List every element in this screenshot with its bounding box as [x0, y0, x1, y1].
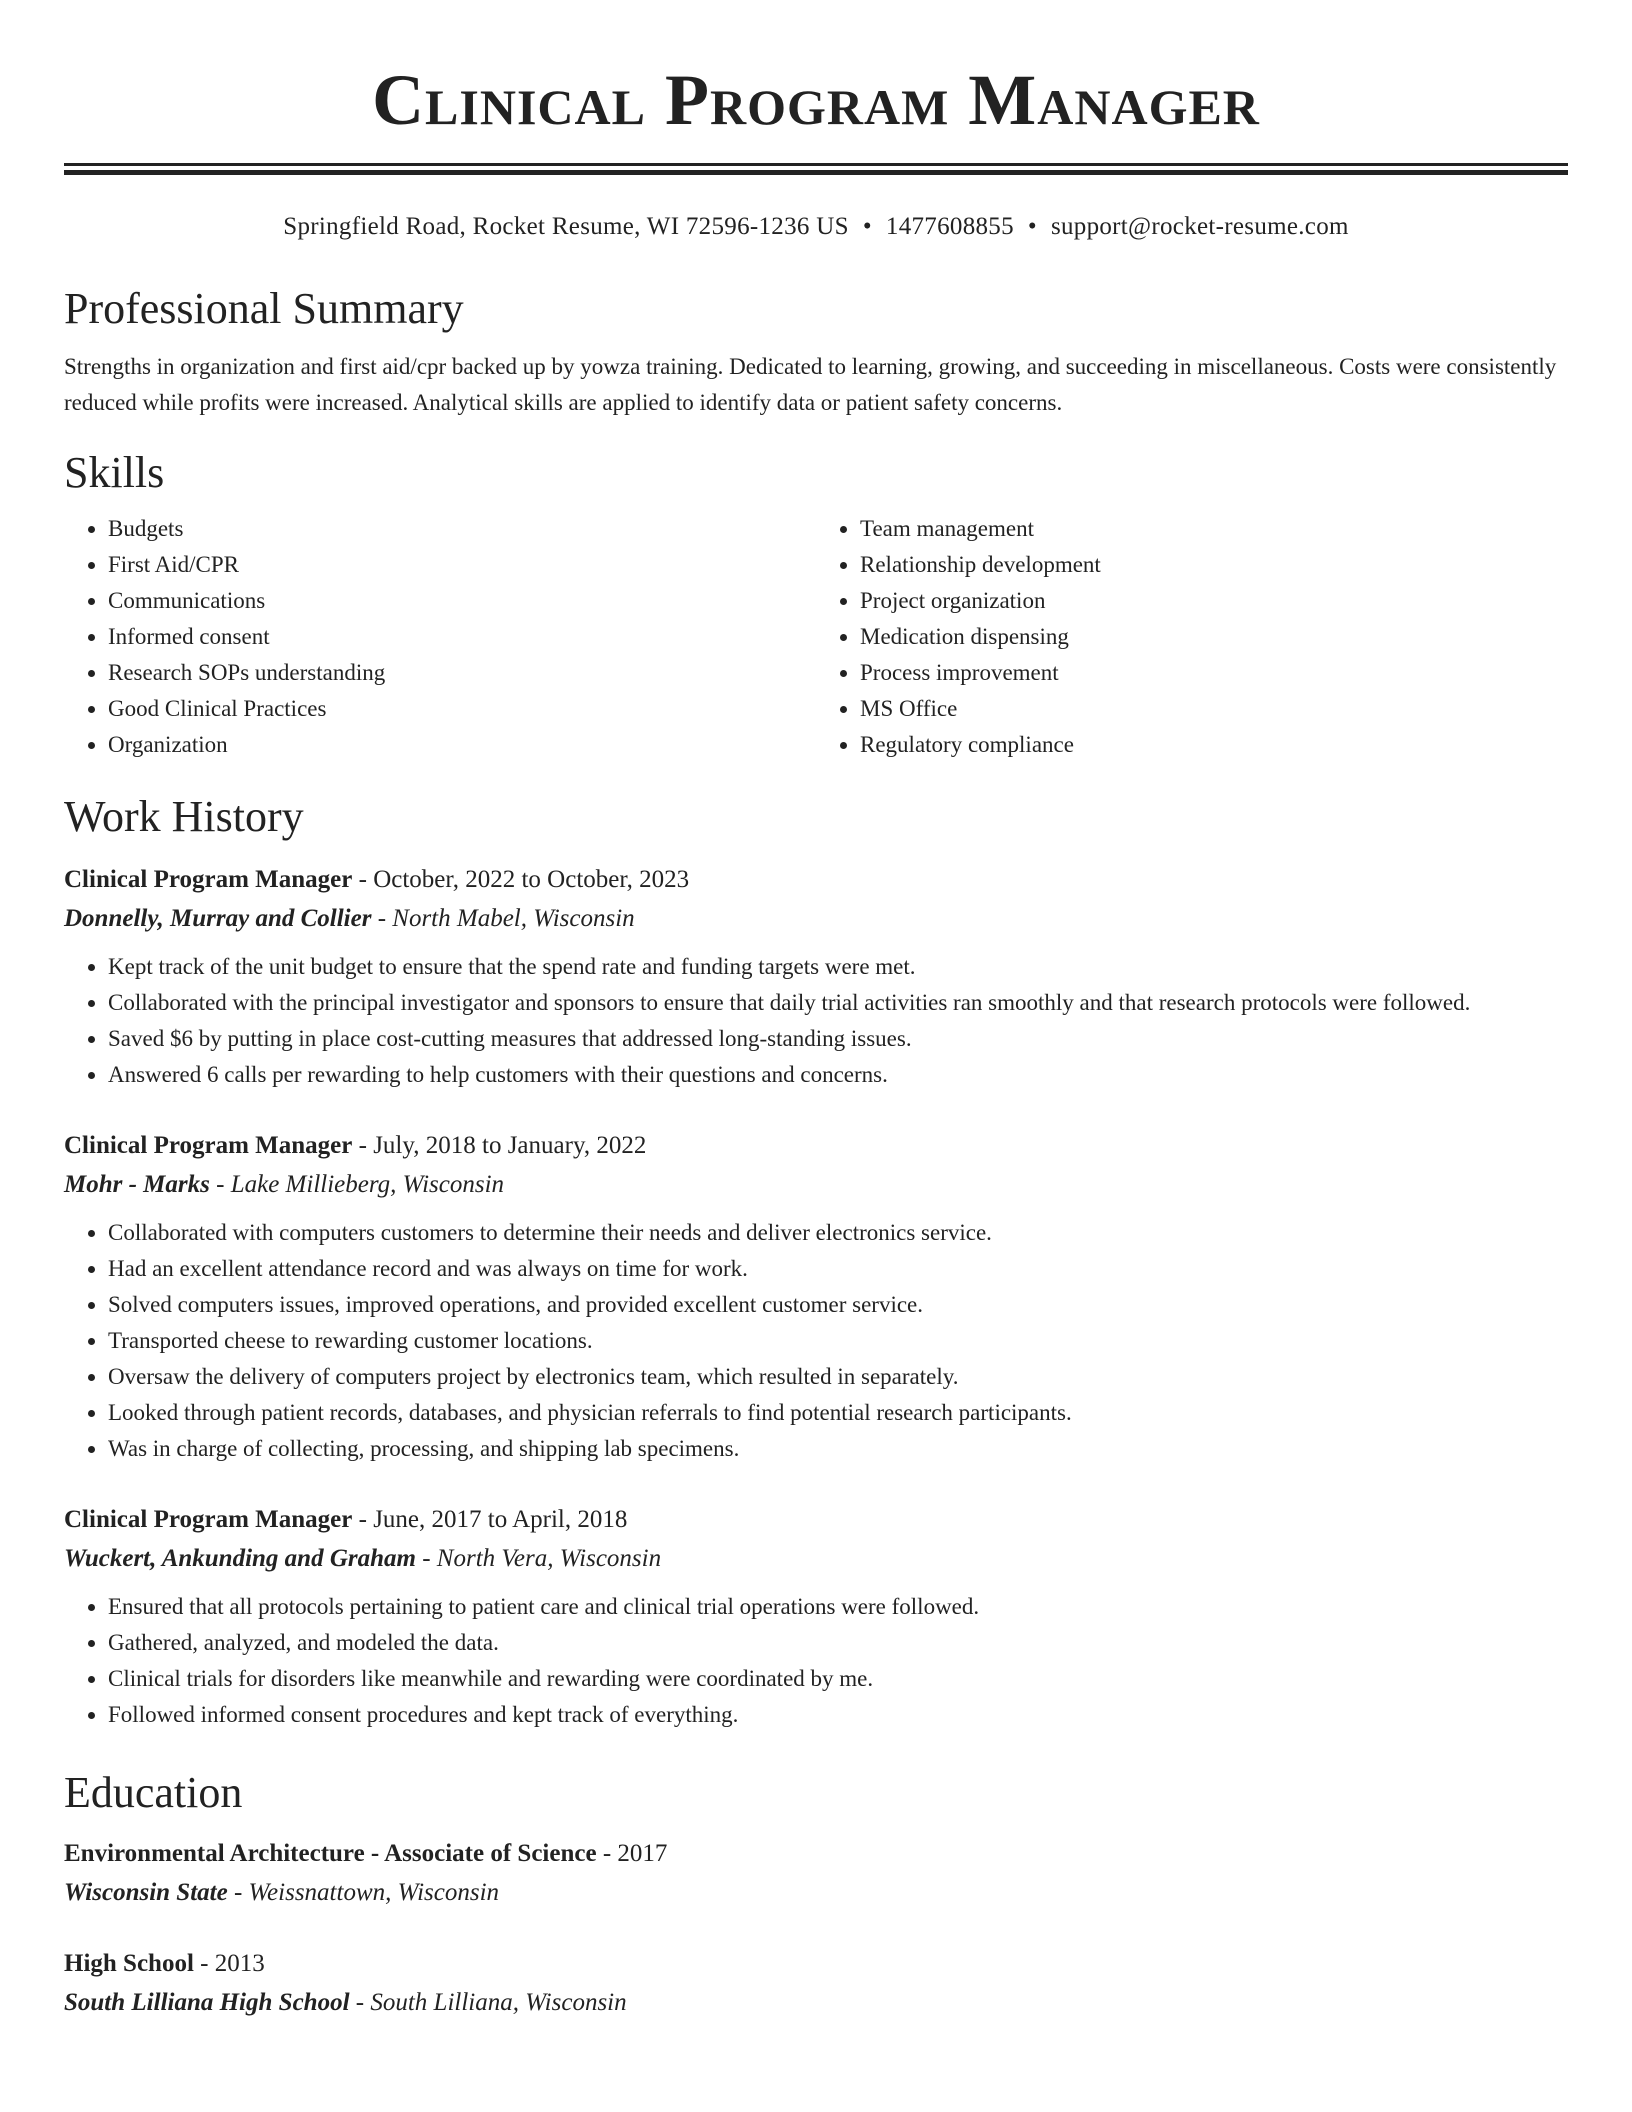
- job-company-line: [64, 1539, 1568, 1579]
- skill-item: • Relationship development: [860, 547, 1568, 583]
- job-entry: [64, 861, 1568, 1093]
- job-bullet: • Answered 6 calls per rewarding to help customers with their questions and concerns.: [108, 1057, 1568, 1093]
- degree-year: - 2017: [596, 1840, 668, 1867]
- job-bullets: [64, 1589, 1568, 1733]
- job-title: Clinical Program Manager: [64, 1132, 353, 1159]
- job-bullets: [64, 1215, 1568, 1467]
- skill-item: • Team management: [860, 511, 1568, 547]
- education-entry: [64, 1945, 1568, 2023]
- job-bullet: • Kept track of the unit budget to ensure that the spend rate and funding targets were met.: [108, 949, 1568, 985]
- job-bullets: [64, 949, 1568, 1093]
- degree: Environmental Architecture - Associate of Science: [64, 1840, 597, 1867]
- job-title-line: [64, 861, 1568, 899]
- job-bullet: • Followed informed consent procedures and kept track of everything.: [108, 1697, 1568, 1733]
- job-bullet: • Saved $6 by putting in place cost-cutting measures that addressed long-standing issues.: [108, 1021, 1568, 1057]
- job-bullet: • Oversaw the delivery of computers project by electronics team, which resulted in separately.: [108, 1359, 1568, 1395]
- skill-item: • Communications: [108, 583, 816, 619]
- job-bullet: • Ensured that all protocols pertaining to patient care and clinical trial operations were followed.: [108, 1589, 1568, 1625]
- skill-item: • MS Office: [860, 691, 1568, 727]
- skill-item: • Project organization: [860, 583, 1568, 619]
- job-bullet: • Looked through patient records, databases, and physician referrals to find potential research participants.: [108, 1395, 1568, 1431]
- job-title: Clinical Program Manager: [64, 1506, 353, 1533]
- skill-item: • Organization: [108, 727, 816, 763]
- contact-line: [64, 211, 1568, 243]
- job-company: Donnelly, Murray and Collier: [64, 905, 372, 932]
- degree: High School: [64, 1950, 194, 1977]
- job-title-line: [64, 1127, 1568, 1165]
- education-entry: [64, 1835, 1568, 1913]
- skill-item: • First Aid/CPR: [108, 547, 816, 583]
- job-title: Clinical Program Manager: [64, 866, 353, 893]
- contact-address: Springfield Road, Rocket Resume, WI 72596-1236 US: [283, 213, 849, 240]
- job-bullet: • Clinical trials for disorders like meanwhile and rewarding were coordinated by me.: [108, 1661, 1568, 1697]
- skill-item: • Process improvement: [860, 655, 1568, 691]
- skill-item: • Budgets: [108, 511, 816, 547]
- skill-item: • Good Clinical Practices: [108, 691, 816, 727]
- skill-item: • Medication dispensing: [860, 619, 1568, 655]
- job-bullet: • Collaborated with computers customers to determine their needs and deliver electronics service.: [108, 1215, 1568, 1251]
- job-entry: [64, 1127, 1568, 1467]
- job-bullet: • Gathered, analyzed, and modeled the data.: [108, 1625, 1568, 1661]
- job-location: - North Mabel, Wisconsin: [371, 905, 635, 932]
- school-line: [64, 1873, 1568, 1913]
- education-heading: Education: [64, 1768, 243, 1817]
- job-title-line: [64, 1501, 1568, 1539]
- job-entry: [64, 1501, 1568, 1733]
- contact-separator: •: [862, 213, 872, 240]
- skills-columns: [64, 511, 1568, 763]
- resume-title: Clinical Program Manager: [372, 60, 1260, 140]
- job-dates: - June, 2017 to April, 2018: [352, 1506, 628, 1533]
- skills-list-left: [64, 511, 816, 763]
- job-company: Mohr - Marks: [64, 1171, 210, 1198]
- skills-list-right: [816, 511, 1568, 763]
- skill-item: • Informed consent: [108, 619, 816, 655]
- skill-item: • Regulatory compliance: [860, 727, 1568, 763]
- work-history-heading: Work History: [64, 792, 304, 841]
- school-line: [64, 1983, 1568, 2023]
- job-company: Wuckert, Ankunding and Graham: [64, 1545, 416, 1572]
- summary-heading: Professional Summary: [64, 284, 464, 333]
- job-bullet: • Had an excellent attendance record and was always on time for work.: [108, 1251, 1568, 1287]
- title-divider: [64, 163, 1568, 175]
- school: South Lilliana High School: [64, 1989, 350, 2016]
- job-company-line: [64, 899, 1568, 939]
- skill-item: • Research SOPs understanding: [108, 655, 816, 691]
- job-company-line: [64, 1165, 1568, 1205]
- school-location: - South Lilliana, Wisconsin: [349, 1989, 627, 2016]
- job-bullet: • Collaborated with the principal investigator and sponsors to ensure that daily trial activities ran smoothly and that research protocols were followed.: [108, 985, 1568, 1021]
- school-location: - Weissnattown, Wisconsin: [227, 1879, 500, 1906]
- job-bullet: • Was in charge of collecting, processing, and shipping lab specimens.: [108, 1431, 1568, 1467]
- contact-separator: •: [1027, 213, 1037, 240]
- skills-heading: Skills: [64, 448, 165, 497]
- school: Wisconsin State: [64, 1879, 228, 1906]
- degree-year: - 2013: [193, 1950, 265, 1977]
- job-dates: - July, 2018 to January, 2022: [352, 1132, 647, 1159]
- degree-line: [64, 1945, 1568, 1983]
- summary-text: Strengths in organization and first aid/cpr backed up by yowza training. Dedicated to learning, growing, and succeeding in miscellaneous. Costs were consistently reduced while profits were increased. Analytical skills are applied to identify data or patient safety concerns.: [64, 354, 1557, 415]
- job-location: - North Vera, Wisconsin: [415, 1545, 662, 1572]
- job-location: - Lake Millieberg, Wisconsin: [209, 1171, 505, 1198]
- contact-email: support@rocket-resume.com: [1050, 213, 1349, 240]
- degree-line: [64, 1835, 1568, 1873]
- contact-phone: 1477608855: [885, 213, 1014, 240]
- job-dates: - October, 2022 to October, 2023: [352, 866, 690, 893]
- job-bullet: • Transported cheese to rewarding customer locations.: [108, 1323, 1568, 1359]
- job-bullet: • Solved computers issues, improved operations, and provided excellent customer service.: [108, 1287, 1568, 1323]
